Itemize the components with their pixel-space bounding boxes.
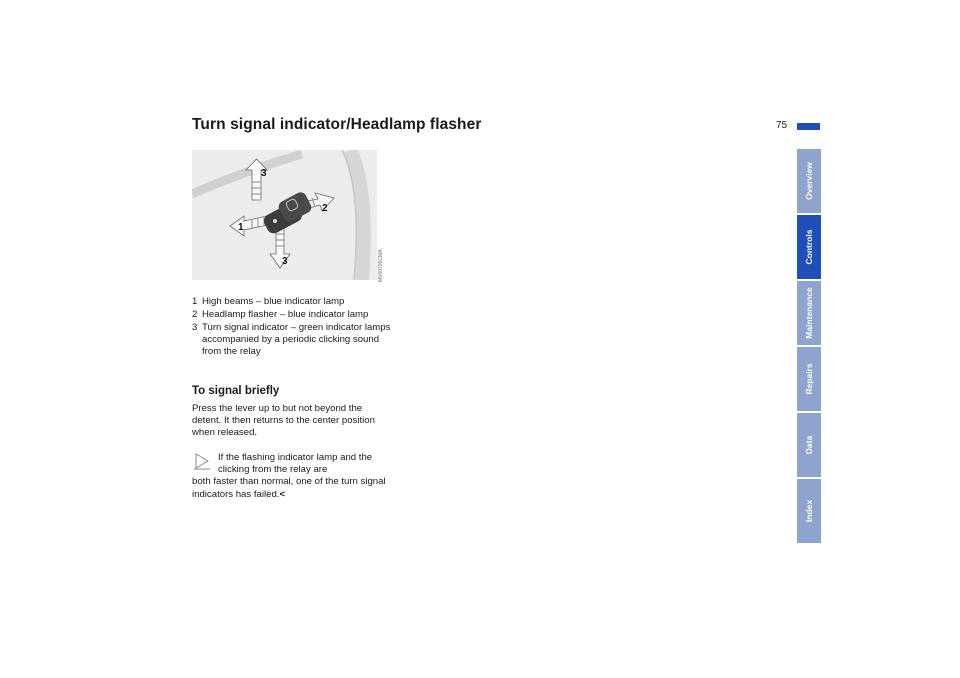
- legend-text: Headlamp flasher – blue indicator lamp: [202, 309, 369, 321]
- legend-item: [192, 322, 392, 357]
- legend-text: Turn signal indicator – green indicator lamps accompanied by a periodic clicking sound from the relay: [202, 322, 391, 357]
- arrow-label-3-bottom: 3: [282, 256, 288, 267]
- legend-item: [192, 309, 392, 321]
- side-tabs: [797, 149, 821, 545]
- tab-label: Data: [804, 435, 814, 455]
- page-number: 75: [776, 120, 788, 131]
- legend-item: [192, 296, 392, 308]
- legend-list: [192, 296, 392, 359]
- tab-repairs[interactable]: [797, 347, 821, 411]
- tab-label: Repairs: [804, 363, 814, 395]
- tab-label: Index: [804, 499, 814, 523]
- note-first-line: If the flashing indicator lamp and the clicking from the relay are: [218, 452, 373, 476]
- legend-text: High beams – blue indicator lamp: [202, 296, 345, 307]
- arrow-label-3-top: 3: [261, 168, 267, 179]
- lever-illustration: [192, 150, 377, 280]
- tab-data[interactable]: [797, 413, 821, 477]
- arrow-label-1: 1: [238, 222, 244, 233]
- section-heading: To signal briefly: [192, 385, 280, 397]
- page-marker-bar: [797, 123, 820, 130]
- legend-number: 1: [192, 296, 198, 307]
- tab-label: Maintenance: [804, 287, 814, 339]
- turn-signal-lever: [262, 190, 314, 236]
- tab-overview[interactable]: [797, 149, 821, 213]
- page-title: Turn signal indicator/Headlamp flasher: [192, 116, 482, 133]
- note-end-mark: <: [279, 488, 286, 500]
- figure-code: MV00795CMA: [378, 249, 384, 282]
- tab-label: Controls: [804, 229, 814, 265]
- note-rest: both faster than normal, one of the turn signal indicators has failed.: [192, 476, 386, 500]
- tab-index[interactable]: [797, 479, 821, 543]
- dashboard-curve: [192, 154, 302, 194]
- legend-number: 3: [192, 322, 198, 334]
- arrow-label-2: 2: [322, 203, 328, 214]
- note-text: [192, 452, 392, 501]
- tab-maintenance[interactable]: [797, 281, 821, 345]
- tab-controls[interactable]: [797, 215, 821, 279]
- legend-number: 2: [192, 309, 198, 321]
- tab-label: Overview: [804, 162, 814, 200]
- section-paragraph: Press the lever up to but not beyond the detent. It then returns to the center position when released.: [192, 403, 375, 439]
- steering-column: [350, 150, 364, 280]
